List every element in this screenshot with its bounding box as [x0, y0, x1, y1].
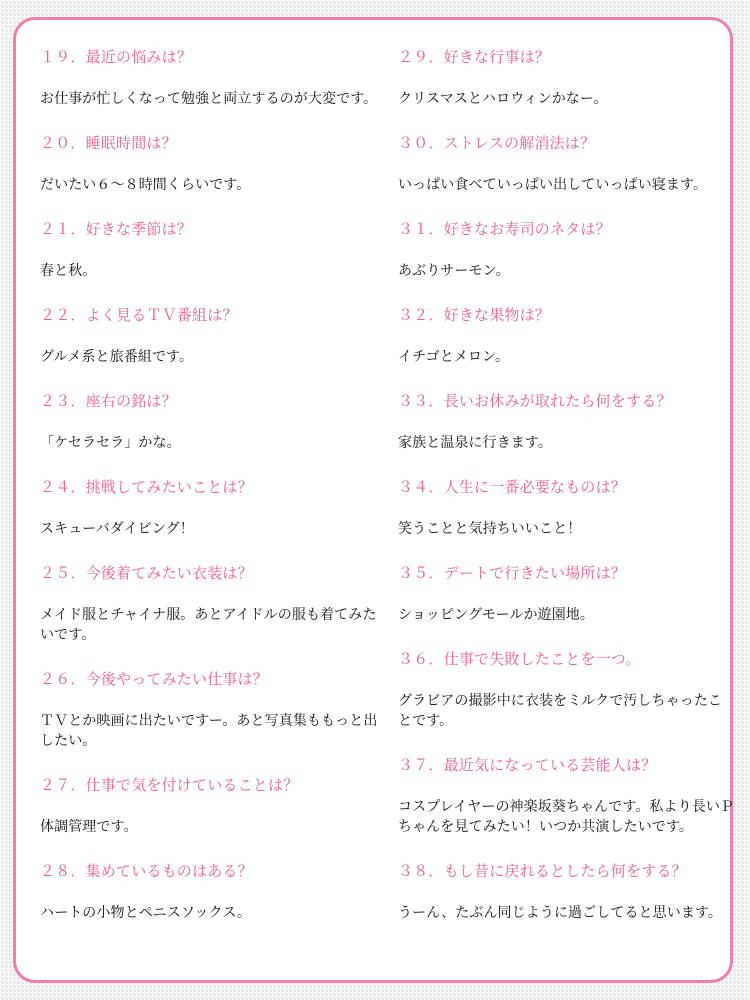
qa-item: [40, 861, 378, 923]
question: ２１．好きな季節は？: [40, 220, 193, 238]
qa-item: [398, 649, 736, 731]
answer: グルメ系と旅番組です。: [40, 349, 194, 365]
qa-item: [40, 669, 378, 751]
answer: あぶりサーモン。: [398, 263, 510, 279]
question: １９．最近の悩みは？: [40, 48, 193, 66]
answer: 体調管理です。: [40, 819, 138, 835]
qa-card: [13, 17, 733, 983]
question: ３７．最近気になっている芸能人は？: [398, 756, 657, 774]
qa-item: [40, 47, 378, 109]
qa-item: [398, 755, 736, 837]
qa-item: [398, 861, 736, 923]
answer: だいたい６～８時間くらいです。: [40, 177, 251, 193]
answer: ＴＶとか映画に出たいですー。あと写真集ももっと出したい。: [40, 713, 378, 749]
qa-item: [398, 219, 736, 281]
qa-item: [398, 391, 736, 453]
qa-item: [398, 47, 736, 109]
qa-item: [40, 563, 378, 645]
question: ２５．今後着てみたい衣装は？: [40, 564, 253, 582]
qa-item: [40, 477, 378, 539]
right-column: [398, 47, 736, 947]
answer: うーん、たぶん同じように過ごしてると思います。: [398, 905, 723, 921]
question: ３２．好きな果物は？: [398, 306, 551, 324]
qa-item: [40, 133, 378, 195]
answer: 笑うことと気持ちいいこと！: [398, 521, 582, 537]
qa-item: [40, 391, 378, 453]
answer: 春と秋。: [40, 263, 97, 279]
question: ２４．挑戦してみたいことは？: [40, 478, 253, 496]
answer: イチゴとメロン。: [398, 349, 510, 365]
answer: メイド服とチャイナ服。あとアイドルの服も着てみたいです。: [40, 607, 377, 643]
question: ２７．仕事で気を付けていることは？: [40, 776, 299, 794]
question: ３１．好きなお寿司のネタは？: [398, 220, 611, 238]
question: ３４．人生に一番必要なものは？: [398, 478, 627, 496]
question: ３３．長いお休みが取れたら何をする？: [398, 392, 672, 410]
answer: いっぱい食べていっぱい出していっぱい寝ます。: [398, 177, 708, 193]
answer: 「ケセラセラ」かな。: [40, 435, 181, 451]
qa-item: [40, 219, 378, 281]
question: ３０．ストレスの解消法は？: [398, 134, 596, 152]
answer: お仕事が忙しくなって勉強と両立するのが大変です。: [40, 91, 378, 107]
question: ２２．よく見るＴＶ番組は？: [40, 306, 238, 324]
answer: ショッピングモールか遊園地。: [398, 607, 594, 623]
qa-item: [398, 305, 736, 367]
qa-item: [398, 477, 736, 539]
qa-item: [40, 305, 378, 367]
answer: グラビアの撮影中に衣装をミルクで汚しちゃったことです。: [398, 693, 723, 729]
qa-item: [398, 563, 736, 625]
answer: コスプレイヤーの神楽坂葵ちゃんです。私より長いＰちゃんを見てみたい！いつか共演したいです。: [398, 799, 735, 835]
answer: 家族と温泉に行きます。: [398, 435, 552, 451]
qa-item: [398, 133, 736, 195]
answer: ハートの小物とペニスソックス。: [40, 905, 252, 921]
left-column: [40, 47, 378, 947]
question: ２６．今後やってみたい仕事は？: [40, 670, 269, 688]
question: ２３．座右の銘は？: [40, 392, 177, 410]
question: ３６．仕事で失敗したことを一つ。: [398, 650, 641, 668]
answer: スキューバダイビング！: [40, 521, 194, 537]
qa-item: [40, 775, 378, 837]
question: ２９．好きな行事は？: [398, 48, 551, 66]
question: ３８．もし昔に戻れるとしたら何をする？: [398, 862, 687, 880]
question: ２８．集めているものはある？: [40, 862, 253, 880]
answer: クリスマスとハロウィンかなー。: [398, 91, 608, 107]
question: ２０．睡眠時間は？: [40, 134, 177, 152]
question: ３５．デートで行きたい場所は？: [398, 564, 627, 582]
